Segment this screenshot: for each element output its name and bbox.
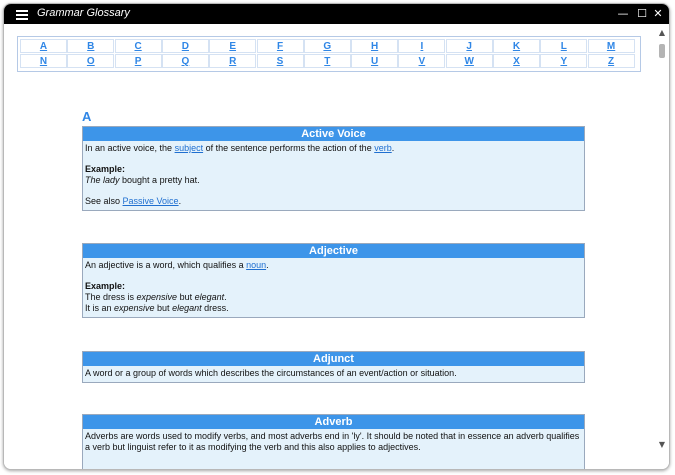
alphabet-link-m[interactable]: M	[588, 39, 635, 53]
example-italic: expensive	[136, 292, 178, 302]
alphabet-link-l[interactable]: L	[540, 39, 587, 53]
section-letter-a: A	[82, 109, 92, 124]
example-italic: elegant	[172, 303, 202, 313]
entry-title: Active Voice	[83, 127, 584, 141]
example-text: bought a pretty hat.	[119, 175, 200, 185]
menu-icon[interactable]	[16, 10, 28, 19]
title-bar	[4, 4, 669, 24]
alphabet-link-z[interactable]: Z	[588, 54, 635, 68]
alphabet-index	[17, 36, 641, 72]
alphabet-link-e[interactable]: E	[209, 39, 256, 53]
definition-text: An adjective is a word, which qualifies a	[85, 260, 247, 270]
passive-voice-link[interactable]: Passive Voice	[122, 196, 179, 206]
definition-text: In an active voice, the	[85, 143, 175, 153]
definition-text: Adverbs are words used to modify verbs, and most adverbs end in 'ly'. It should be noted that in essence an adverb qualifies a verb but linguist refer to it as modifying the verb and this also applies to adjectives.	[85, 431, 580, 452]
alphabet-link-x[interactable]: X	[493, 54, 540, 68]
alphabet-link-k[interactable]: K	[493, 39, 540, 53]
alphabet-link-d[interactable]: D	[162, 39, 209, 53]
entry-body	[83, 141, 584, 210]
alphabet-link-w[interactable]: W	[446, 54, 493, 68]
entry-title: Adjective	[83, 244, 584, 258]
entry-adjunct	[82, 351, 585, 383]
alphabet-link-y[interactable]: Y	[540, 54, 587, 68]
alphabet-link-h[interactable]: H	[351, 39, 398, 53]
minimize-button[interactable]: —	[617, 7, 629, 20]
alphabet-link-r[interactable]: R	[209, 54, 256, 68]
definition-text: A word or a group of words which describes the circumstances of an event/action or situation.	[85, 368, 457, 378]
example-text: The dress is	[85, 292, 137, 302]
noun-link[interactable]: noun	[246, 260, 267, 270]
definition-text: .	[391, 143, 395, 153]
app-window	[3, 3, 670, 470]
alphabet-link-s[interactable]: S	[257, 54, 304, 68]
alphabet-link-u[interactable]: U	[351, 54, 398, 68]
entry-body	[83, 258, 584, 317]
app-title: Grammar Glossary	[37, 7, 130, 19]
example-italic: The lady	[85, 175, 120, 185]
alphabet-link-b[interactable]: B	[67, 39, 114, 53]
scroll-down-icon[interactable]: ▼	[658, 440, 666, 449]
close-button[interactable]: ✕	[653, 7, 663, 20]
verb-link[interactable]: verb	[374, 143, 392, 153]
entry-adjective	[82, 243, 585, 318]
entry-body	[83, 366, 584, 382]
alphabet-link-n[interactable]: N	[20, 54, 67, 68]
see-also-text: See also	[85, 196, 123, 206]
maximize-button[interactable]: ☐	[637, 7, 647, 20]
alphabet-link-g[interactable]: G	[304, 39, 351, 53]
example-italic: elegant	[194, 292, 225, 302]
alphabet-link-q[interactable]: Q	[162, 54, 209, 68]
example-text: but	[154, 303, 173, 313]
entry-title: Adverb	[83, 415, 584, 429]
entry-active-voice	[82, 126, 585, 211]
alphabet-link-f[interactable]: F	[257, 39, 304, 53]
entry-title: Adjunct	[83, 352, 584, 366]
glossary-content	[4, 24, 655, 469]
example-label: Example:	[85, 164, 126, 174]
alphabet-link-p[interactable]: P	[115, 54, 162, 68]
entry-adverb	[82, 414, 585, 469]
alphabet-link-i[interactable]: I	[398, 39, 445, 53]
vertical-scrollbar[interactable]	[655, 24, 669, 469]
alphabet-row-1	[20, 39, 636, 53]
alphabet-link-v[interactable]: V	[398, 54, 445, 68]
see-also-text: .	[178, 196, 182, 206]
example-italic: expensive	[114, 303, 155, 313]
subject-link[interactable]: subject	[174, 143, 204, 153]
alphabet-link-j[interactable]: J	[446, 39, 493, 53]
example-text: .	[224, 292, 227, 302]
example-text: It is an	[85, 303, 115, 313]
entry-body	[83, 429, 584, 456]
definition-text: .	[266, 260, 269, 270]
alphabet-link-a[interactable]: A	[20, 39, 67, 53]
alphabet-link-t[interactable]: T	[304, 54, 351, 68]
example-text: but	[177, 292, 195, 302]
definition-text: of the sentence performs the action of the	[203, 143, 375, 153]
alphabet-link-c[interactable]: C	[115, 39, 162, 53]
alphabet-row-2	[20, 54, 636, 68]
example-label: Example:	[85, 281, 126, 291]
alphabet-link-o[interactable]: O	[67, 54, 114, 68]
scroll-up-icon[interactable]: ▲	[658, 28, 666, 37]
example-text: dress.	[201, 303, 229, 313]
scroll-thumb[interactable]	[659, 44, 665, 58]
